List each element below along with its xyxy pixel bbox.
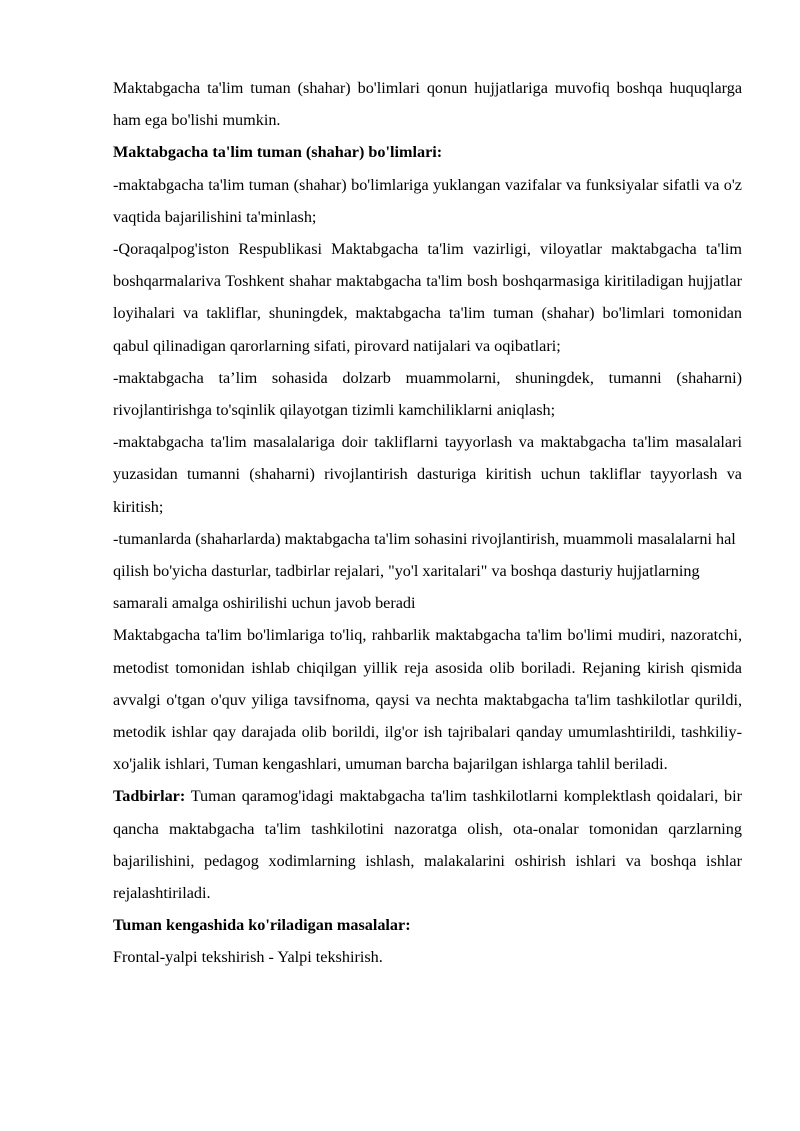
document-page — [113, 72, 742, 974]
paragraph-events — [113, 780, 742, 909]
list-item: -tumanlarda (shaharlarda) maktabgacha ta'lim sohasini rivojlantirish, muammoli masalalarni hal qilish bo'yicha dasturlar, tadbirlar rejalari, "yo'l xaritalari" va boshqa dasturiy hujjatlarning samarali amalga oshirilishi uchun javob beradi — [113, 529, 736, 613]
list-item: -maktabgacha ta’lim sohasida dolzarb muammolarni, shuningdek, tumanni (shaharni) rivojlantirishga to'sqinlik qilayotgan tizimli kamchiliklarni aniqlash; — [113, 368, 742, 420]
events-label: Tadbirlar: — [113, 787, 186, 806]
list-item: -maktabgacha ta'lim masalalariga doir takliflarni tayyorlash va maktabgacha ta'lim masalalari yuzasidan tumanni (shaharni) rivojlantirish dasturiga kiritish uchun takliflar tayyorlash va kiritish; — [113, 433, 742, 516]
paragraph-inspection: Frontal-yalpi tekshirish - Yalpi tekshirish. — [113, 948, 383, 967]
events-text: Tuman qaramog'idagi maktabgacha ta'lim tashkilotlarni komplektlash qoidalari, bir qancha maktabgacha ta'lim tashkilotini nazoratga olish, ota-onalar tomonidan qarzlarning bajarilishini, pedagog xodimlarning ishlash, malakalarini oshirish ishlari va boshqa ishlar rejalashtiriladi. — [113, 787, 742, 903]
section-heading-departments: Maktabgacha ta'lim tuman (shahar) bo'limlari: — [113, 143, 443, 162]
list-item: -maktabgacha ta'lim tuman (shahar) bo'limlariga yuklangan vazifalar va funksiyalar sifatli va o'z vaqtida bajarilishini ta'minlash; — [113, 175, 742, 226]
paragraph-intro: Maktabgacha ta'lim tuman (shahar) bo'limlari qonun hujjatlariga muvofiq boshqa huquqlarga ham ega bo'lishi mumkin. — [113, 79, 742, 130]
list-item: -Qoraqalpog'iston Respublikasi Maktabgacha ta'lim vazirligi, viloyatlar maktabgacha ta'lim boshqarmalariva Toshkent shahar maktabgacha ta'lim bosh boshqarmasiga kiritiladigan hujjatlar loyihalari va takliflar, shuningdek, maktabgacha ta'lim tuman (shahar) bo'limlari tomonidan qabul qilinadigan qarorlarning sifati, pirovard natijalari va oqibatlari; — [113, 240, 742, 355]
paragraph-management: Maktabgacha ta'lim bo'limlariga to'liq, rahbarlik maktabgacha ta'lim bo'limi mudiri, nazoratchi, metodist tomonidan ishlab chiqilgan yillik reja asosida olib boriladi. Rejaning kirish qismida avvalgi o'tgan o'quv yiliga tavsifnoma, qaysi va nechta maktabgacha ta'lim tashkilotlar qurildi, metodik ishlar qay darajada olib borildi, ilg'or ish tajribalari qanday umumlashtirildi, tashkiliy-xo'jalik ishlari, Tuman kengashlari, umuman barcha bajarilgan ishlarga tahlil beriladi. — [113, 626, 742, 774]
section-heading-council: Tuman kengashida ko'riladigan masalalar: — [113, 916, 411, 935]
